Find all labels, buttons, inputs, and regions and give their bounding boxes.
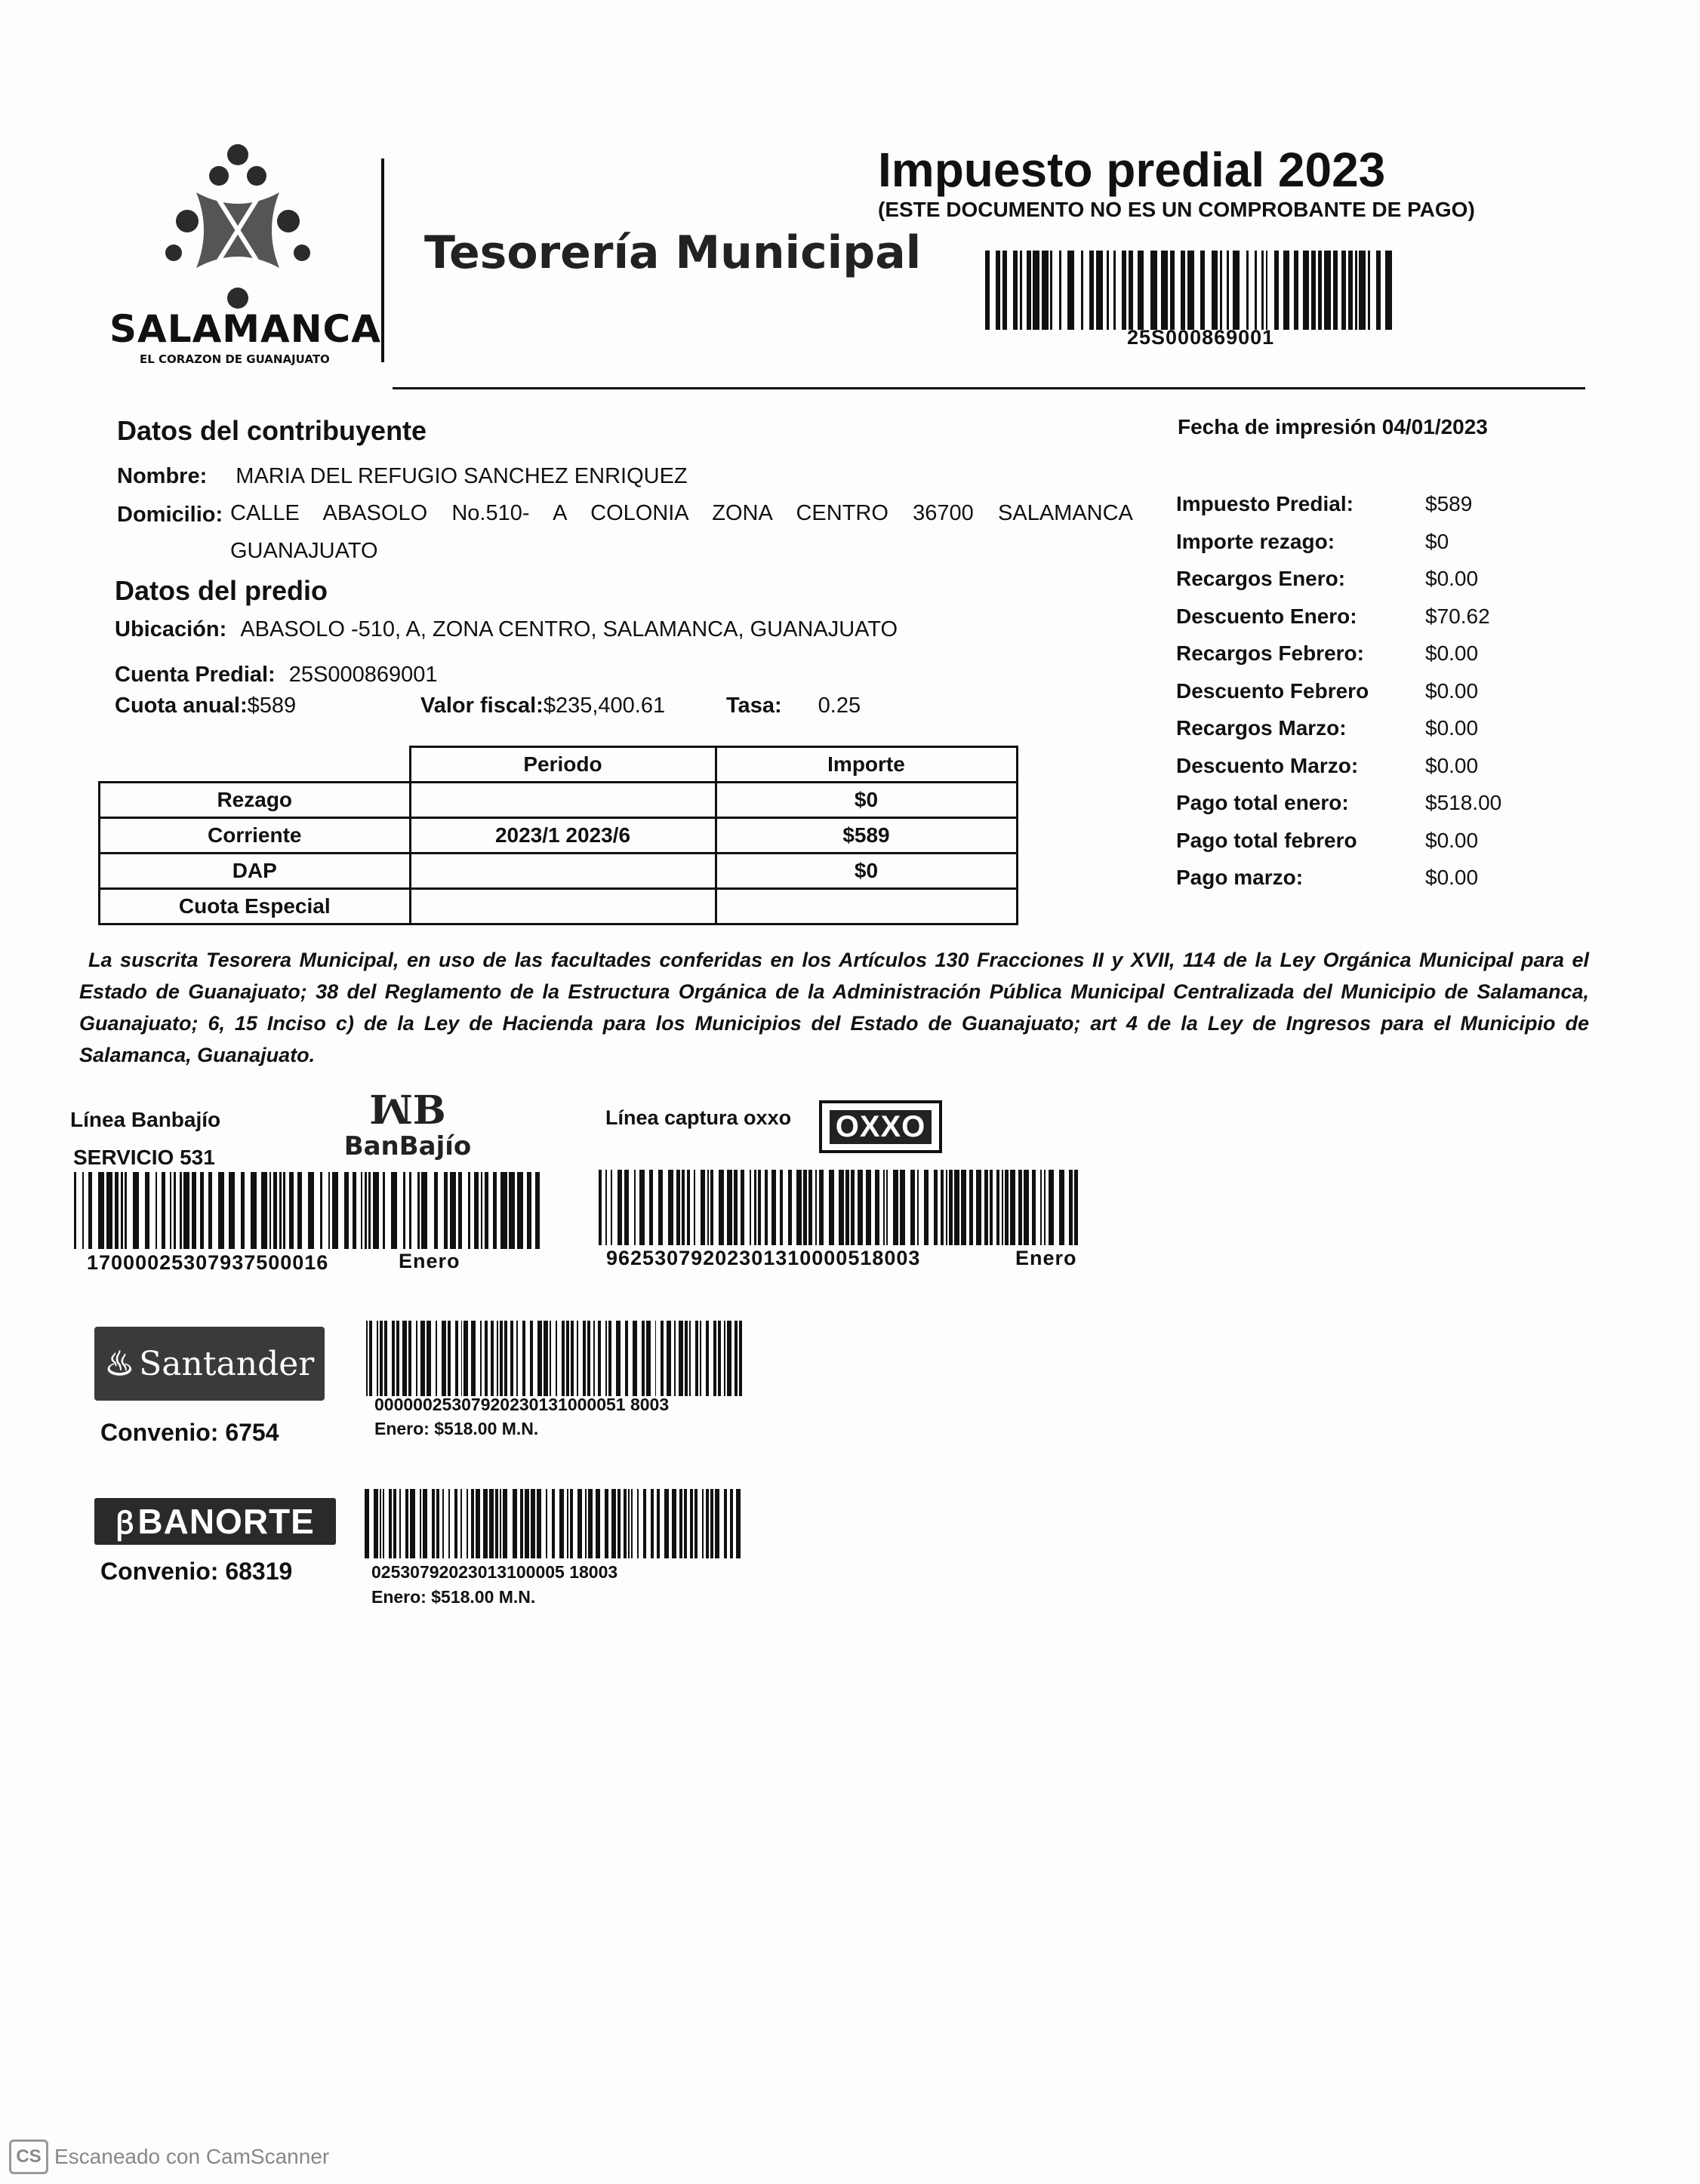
domicilio-label: Domicilio: <box>117 503 223 527</box>
camscanner-badge <box>9 2139 48 2174</box>
summary-value: $0.00 <box>1425 641 1479 665</box>
barcode-bar <box>1150 251 1157 330</box>
nombre-row <box>117 464 688 489</box>
barcode-bar <box>653 1170 658 1245</box>
barcode-bar <box>744 1170 750 1245</box>
table-cell-periodo <box>410 854 716 889</box>
santander-convenio: Convenio: 6754 <box>100 1419 279 1446</box>
barcode-bar <box>1049 1170 1054 1245</box>
table-row <box>100 783 1018 818</box>
barcode-bar <box>149 1172 156 1249</box>
barcode-bar <box>824 1170 829 1245</box>
banorte-barcode <box>365 1489 746 1558</box>
table-cell-periodo <box>410 889 716 924</box>
barcode-bar <box>212 1172 218 1249</box>
valor-label: Valor fiscal: <box>420 694 544 718</box>
banorte-logo <box>94 1498 336 1545</box>
barcode-bar <box>1074 251 1081 330</box>
barcode-bar <box>1283 251 1290 330</box>
summary-label: Descuento Febrero <box>1176 678 1369 703</box>
barcode-bar <box>92 1172 98 1249</box>
ubicacion-row <box>115 617 898 642</box>
barcode-bar <box>617 1170 623 1245</box>
barcode-bar <box>1161 251 1168 330</box>
barcode-bar <box>858 1170 863 1245</box>
summary-label: Recargos Enero: <box>1176 567 1346 590</box>
barcode-bar <box>450 1172 456 1249</box>
summary-label: Pago total enero: <box>1176 791 1349 814</box>
summary-label: Importe rezago: <box>1176 529 1335 553</box>
barcode-bar <box>629 1170 634 1245</box>
barcode-bar <box>1175 251 1181 330</box>
table-cell-importe <box>716 889 1017 924</box>
barcode-bar <box>76 1172 82 1249</box>
header-barcode <box>985 251 1397 330</box>
banbajio-label: Línea Banbajío <box>70 1108 221 1131</box>
summary-value: $0.00 <box>1425 678 1479 703</box>
nombre-label: Nombre: <box>117 464 208 488</box>
barcode-bar <box>540 1172 542 1249</box>
page-title: Impuesto predial 2023 <box>878 143 1386 197</box>
logo-tagline: EL CORAZON DE GUANAJUATO <box>140 352 330 366</box>
barcode-bar <box>308 1172 314 1249</box>
cuota-value: $589 <box>247 694 297 718</box>
summary-label: Recargos Febrero: <box>1176 641 1364 665</box>
domicilio-line1: CALLE ABASOLO No.510- A COLONIA ZONA CENTRO 36700 SALAMANCA <box>230 501 1133 525</box>
barcode-bar <box>1059 1170 1064 1245</box>
banorte-mark-icon: ꞵ <box>115 1506 135 1540</box>
barcode-bar <box>829 1170 834 1245</box>
barcode-bar <box>106 1172 112 1249</box>
banorte-barcode-number: 02530792023013100005 18003 <box>371 1562 618 1582</box>
barcode-bar <box>1267 251 1274 330</box>
barcode-bar <box>771 1170 777 1245</box>
barcode-bar <box>1067 251 1074 330</box>
barcode-bar <box>1078 1170 1081 1245</box>
table-header-periodo: Periodo <box>410 747 716 783</box>
barcode-bar <box>1233 251 1240 330</box>
table-cell-periodo <box>410 783 716 818</box>
table-header-blank <box>100 747 411 783</box>
barcode-bar <box>792 1170 797 1245</box>
barcode-bar <box>1052 251 1059 330</box>
contribuyente-title: Datos del contribuyente <box>117 415 427 446</box>
barcode-bar <box>314 1172 320 1249</box>
barcode-bar <box>796 1170 802 1245</box>
barcode-bar <box>1359 251 1366 330</box>
oxxo-month: Enero <box>1015 1247 1077 1269</box>
barcode-bar <box>905 1170 910 1245</box>
barcode-bar <box>438 1172 444 1249</box>
barcode-bar <box>1249 251 1255 330</box>
santander-logo <box>94 1327 325 1401</box>
table-cell-concepto: Corriente <box>100 818 411 854</box>
barcode-bar <box>1303 251 1310 330</box>
barcode-bar <box>924 1170 929 1245</box>
banbajio-mark-icon: ꟽB <box>369 1087 446 1134</box>
table-cell-periodo: 2023/1 2023/6 <box>410 818 716 854</box>
camscanner-text: Escaneado con CamScanner <box>54 2145 330 2168</box>
table-header-importe: Importe <box>716 747 1017 783</box>
barcode-bar <box>391 1172 397 1249</box>
barcode-bar <box>875 1170 880 1245</box>
cuenta-label: Cuenta Predial: <box>115 663 276 687</box>
barcode-bar <box>322 1172 328 1249</box>
valor-row <box>420 694 665 718</box>
barcode-bar <box>639 1170 645 1245</box>
barcode-bar <box>229 1172 235 1249</box>
barcode-bar <box>839 1170 844 1245</box>
office-name: Tesorería Municipal <box>424 226 922 279</box>
barcode-bar <box>961 1170 966 1245</box>
summary-value: $0.00 <box>1425 753 1479 777</box>
santander-brand: Santander <box>139 1344 315 1383</box>
banorte-brand: BANORTE <box>137 1502 315 1541</box>
banbajio-brand: BanBajío <box>343 1131 472 1161</box>
tasa-value: 0.25 <box>818 694 861 718</box>
table-header-row <box>100 747 1018 783</box>
table-cell-concepto: DAP <box>100 854 411 889</box>
table-cell-importe: $0 <box>716 854 1017 889</box>
ubicacion-label: Ubicación: <box>115 617 227 641</box>
barcode-bar <box>139 1172 145 1249</box>
banbajio-barcode-number: 17000025307937500016 <box>87 1251 329 1274</box>
banbajio-servicio: SERVICIO 531 <box>73 1146 215 1169</box>
salamanca-emblem-icon <box>106 140 370 313</box>
barcode-bar <box>421 1172 427 1249</box>
barcode-bar <box>612 1170 617 1245</box>
summary-label: Pago total febrero <box>1176 828 1357 852</box>
barcode-bar <box>1370 251 1377 330</box>
barcode-bar <box>1205 251 1212 330</box>
barcode-bar <box>500 1172 507 1249</box>
barcode-bar <box>866 1170 871 1245</box>
barcode-bar <box>509 1172 515 1249</box>
barcode-bar <box>332 1172 338 1249</box>
summary-value: $0.00 <box>1425 828 1479 852</box>
tasa-row <box>726 694 861 718</box>
summary-value: $70.62 <box>1425 604 1490 628</box>
barcode-bar <box>1187 251 1194 330</box>
barcode-bar <box>1240 251 1246 330</box>
barcode-bar <box>1385 251 1392 330</box>
barcode-bar <box>1144 251 1150 330</box>
tasa-label: Tasa: <box>726 694 782 718</box>
barcode-bar <box>1054 1170 1059 1245</box>
summary-value: $589 <box>1425 492 1473 515</box>
barcode-bar <box>893 1170 898 1245</box>
logo-divider <box>381 158 384 362</box>
barcode-bar <box>713 1170 719 1245</box>
barcode-bar <box>127 1172 133 1249</box>
predio-title: Datos del predio <box>115 575 328 606</box>
table-row <box>100 854 1018 889</box>
fecha-impresion: Fecha de impresión 04/01/2023 <box>1178 415 1488 438</box>
barcode-bar <box>517 1172 523 1249</box>
barcode-bar <box>427 1172 433 1249</box>
banorte-convenio: Convenio: 68319 <box>100 1558 293 1585</box>
cuenta-row <box>115 663 438 687</box>
table-cell-importe: $589 <box>716 818 1017 854</box>
barcode-bar <box>741 1489 745 1558</box>
barcode-bar <box>976 1170 981 1245</box>
barcode-bar <box>338 1172 344 1249</box>
barcode-bar <box>1138 251 1144 330</box>
barcode-bar <box>235 1172 241 1249</box>
barcode-bar <box>910 1170 916 1245</box>
barcode-bar <box>1061 251 1068 330</box>
cuota-label: Cuota anual: <box>115 694 248 718</box>
barcode-bar <box>695 1170 701 1245</box>
oxxo-logo <box>819 1100 942 1153</box>
barcode-bar <box>385 1172 391 1249</box>
santander-barcode <box>366 1321 747 1396</box>
barcode-bar <box>218 1172 224 1249</box>
barcode-bar <box>658 1170 664 1245</box>
summary-value: $0 <box>1425 529 1449 553</box>
barcode-bar <box>1392 251 1397 330</box>
table-cell-concepto: Cuota Especial <box>100 889 411 924</box>
barcode-bar <box>462 1172 468 1249</box>
cuota-row <box>115 694 296 718</box>
barcode-bar <box>624 1170 630 1245</box>
barcode-bar <box>719 1170 724 1245</box>
barcode-bar <box>701 1170 706 1245</box>
barcode-bar <box>183 1172 189 1249</box>
santander-amount: Enero: $518.00 M.N. <box>374 1419 539 1438</box>
summary-value: $0.00 <box>1425 866 1479 889</box>
barcode-bar <box>783 1170 788 1245</box>
barcode-bar <box>819 1170 824 1245</box>
barcode-bar <box>245 1172 251 1249</box>
table-row <box>100 889 1018 924</box>
barcode-bar <box>668 1170 673 1245</box>
summary-label: Pago marzo: <box>1176 866 1304 889</box>
summary-value: $518.00 <box>1425 791 1502 814</box>
summary-label: Recargos Marzo: <box>1176 716 1347 740</box>
summary-value: $0.00 <box>1425 716 1479 740</box>
barcode-bar <box>954 1170 959 1245</box>
header-barcode-number: 25S000869001 <box>1127 326 1275 349</box>
barcode-bar <box>1033 251 1039 330</box>
barcode-bar <box>1042 251 1049 330</box>
summary-label: Descuento Enero: <box>1176 604 1357 628</box>
page-subtitle: (ESTE DOCUMENTO NO ES UN COMPROBANTE DE PAGO) <box>878 198 1475 221</box>
barcode-bar <box>1036 1170 1041 1245</box>
barcode-bar <box>302 1172 308 1249</box>
santander-barcode-number: 00000025307920230131000051 8003 <box>374 1395 670 1414</box>
barcode-bar <box>900 1170 905 1245</box>
period-table <box>98 746 1018 925</box>
barcode-bar <box>888 1170 893 1245</box>
barcode-bar <box>251 1172 257 1249</box>
barcode-bar <box>133 1172 139 1249</box>
summary-label: Descuento Marzo: <box>1176 753 1359 777</box>
barcode-bar <box>261 1172 267 1249</box>
barcode-bar <box>1194 251 1201 330</box>
barcode-bar <box>1083 251 1090 330</box>
barcode-bar <box>1096 251 1103 330</box>
oxxo-label: Línea captura oxxo <box>605 1106 792 1129</box>
domicilio-line2: GUANAJUATO <box>230 539 378 563</box>
barcode-bar <box>1212 251 1218 330</box>
table-cell-importe: $0 <box>716 783 1017 818</box>
header-rule <box>393 387 1585 389</box>
nombre-value: MARIA DEL REFUGIO SANCHEZ ENRIQUEZ <box>236 464 688 488</box>
barcode-bar <box>663 1170 668 1245</box>
summary-label: Impuesto Predial: <box>1176 492 1354 515</box>
barcode-bar <box>929 1170 934 1245</box>
camscanner-badge-text: CS <box>16 2146 42 2167</box>
legal-text: La suscrita Tesorera Municipal, en uso de las facultades conferidas en los Artículos 130 Fracciones II y XVII, 114 de la Ley Orgánica Municipal para el Estado de Guanajuato; 38 del Reglamento de la Estructura Orgánica de la Administración Pública Municipal Centralizada del Municipio de Salamanca, Guanajuato; 6, 15 Inciso c) de la Ley de Hacienda para los Municipios del Estado de Guanajuato; art 4 de la Ley de Ingresos para el Municipio de Salamanca, Guanajuato. <box>79 949 1589 1066</box>
oxxo-brand: OXXO <box>830 1110 932 1144</box>
barcode-bar <box>990 251 996 330</box>
barcode-bar <box>411 1172 417 1249</box>
cuenta-value: 25S000869001 <box>288 663 438 687</box>
valor-value: $235,400.61 <box>543 694 666 718</box>
barcode-bar <box>742 1321 747 1396</box>
logo-name: SALAMANCA <box>109 307 381 351</box>
banorte-amount: Enero: $518.00 M.N. <box>371 1587 536 1607</box>
barcode-bar <box>98 1172 104 1249</box>
summary-value: $0.00 <box>1425 567 1479 590</box>
table-cell-concepto: Rezago <box>100 783 411 818</box>
table-row <box>100 818 1018 854</box>
banbajio-month: Enero <box>399 1250 460 1272</box>
barcode-bar <box>834 1170 839 1245</box>
barcode-bar <box>727 1170 732 1245</box>
barcode-bar <box>1024 1170 1029 1245</box>
barcode-bar <box>1116 251 1123 330</box>
barcode-bar <box>645 1170 650 1245</box>
barcode-bar <box>397 1172 403 1249</box>
ubicacion-value: ABASOLO -510, A, ZONA CENTRO, SALAMANCA, GUANAJUATO <box>240 617 898 641</box>
santander-flame-icon: ♨ <box>104 1345 135 1383</box>
barcode-bar <box>373 1172 379 1249</box>
barcode-bar <box>1064 1170 1070 1245</box>
barcode-bar <box>1324 251 1331 330</box>
oxxo-barcode-number: 96253079202301310000518003 <box>606 1247 921 1269</box>
oxxo-barcode <box>599 1170 1082 1245</box>
banbajio-barcode <box>74 1172 542 1249</box>
banbajio-logo <box>332 1087 483 1166</box>
barcode-bar <box>919 1170 924 1245</box>
salamanca-logo <box>106 140 381 374</box>
barcode-bar <box>1010 1170 1015 1245</box>
barcode-bar <box>1007 251 1014 330</box>
